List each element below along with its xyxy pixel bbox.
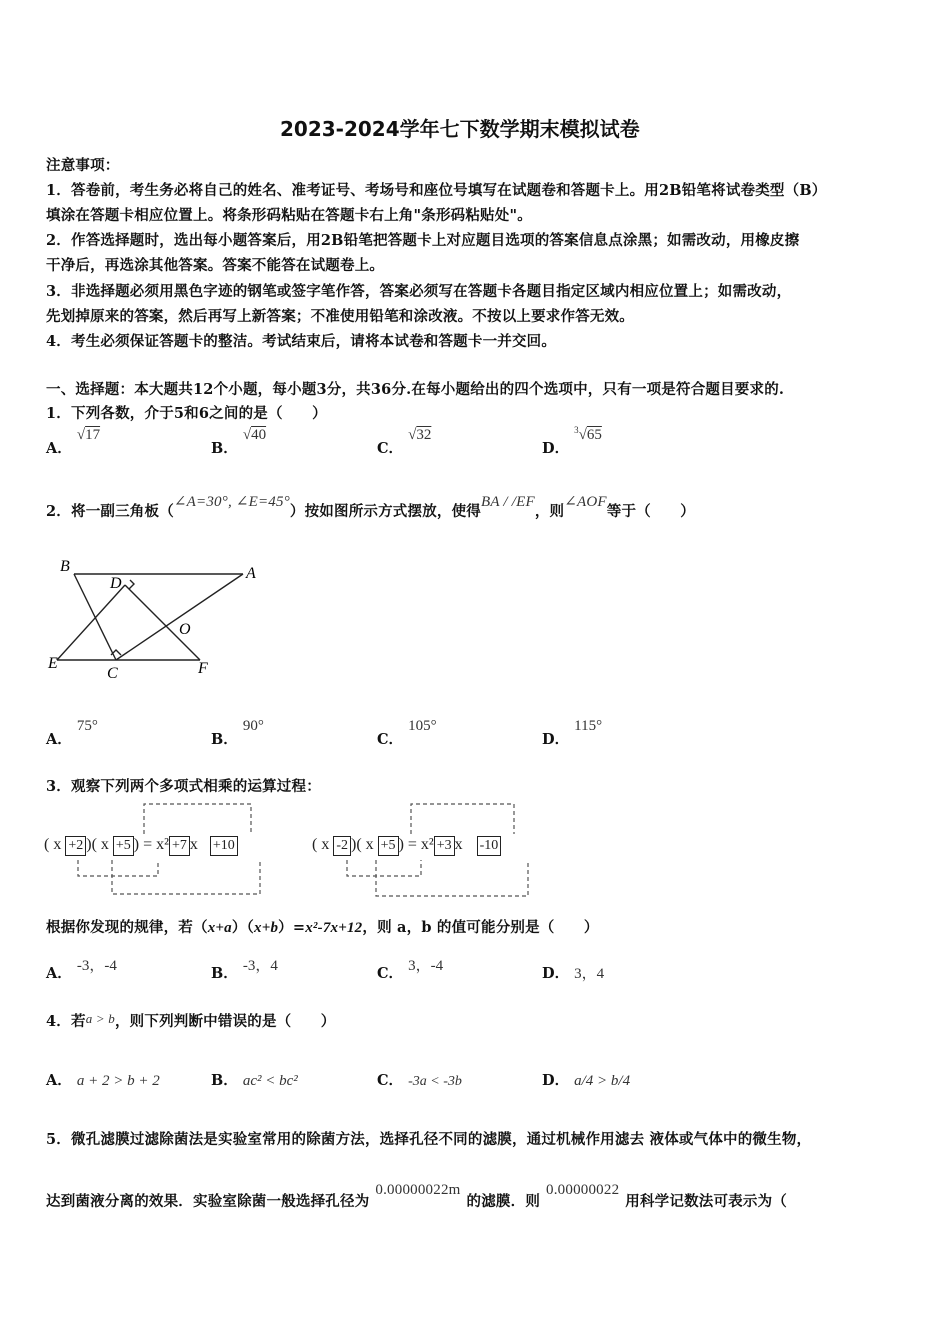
triangle-figure — [40, 550, 280, 690]
notice-line: 1．答卷前，考生务必将自己的姓名、准考证号、考场号和座位号填写在试题卷和答题卡上。用2B铅笔将试卷类型（B） — [46, 182, 827, 199]
angle-condition: ∠A=30°, ∠E=45° — [173, 494, 290, 510]
segment-ec — [57, 585, 125, 660]
q1-option-c[interactable]: C． √32 — [377, 427, 432, 457]
label-o: O — [179, 621, 191, 638]
option-label: C． — [377, 440, 404, 457]
q2-option-c[interactable] — [377, 718, 437, 749]
example-2-product: -10 — [477, 836, 502, 856]
notice-line: 3．非选择题必须用黑色字迹的钢笔或签字笔作答，答案必须写在答题卡各题目指定区域内相应位置上；如需改动， — [46, 283, 792, 300]
root-index: 3 — [574, 425, 579, 435]
option-value: 115° — [574, 718, 603, 734]
example-2: ( x -2 )( x +5 ) = x² +3 x -10 — [312, 836, 501, 856]
label-d: D — [110, 575, 122, 592]
right-angle-mark-d — [129, 580, 134, 589]
option-value: 3，-4 — [408, 958, 444, 974]
notice-line: 2．作答选择题时，选出每小题答案后，用2B铅笔把答题卡上对应题目选项的答案信息点涂黑；如需改动，用橡皮擦 — [46, 232, 800, 249]
pore-size: 0.00000022m — [375, 1182, 461, 1198]
option-label: C． — [377, 1072, 404, 1089]
label-b: B — [60, 558, 70, 575]
option-label: D． — [542, 1072, 570, 1089]
radicand: 32 — [416, 427, 432, 443]
notice-heading: 注意事项： — [46, 157, 120, 174]
q4-condition: a > b — [85, 1011, 115, 1026]
option-label: D． — [542, 440, 570, 457]
notice-line: 干净后，再选涂其他答案。答案不能答在试题卷上。 — [46, 257, 385, 274]
radicand: 40 — [251, 427, 267, 443]
question-5-line1: 5．微孔滤膜过滤除菌法是实验室常用的除菌方法，选择孔径不同的滤膜，通过机械作用滤去 液体或气体中的微生物， — [46, 1131, 812, 1148]
label-f: F — [198, 660, 208, 677]
q1-option-a[interactable]: A． √17 — [46, 427, 101, 457]
example-2-b: +5 — [378, 836, 399, 856]
q1-option-d[interactable]: D． $^3$√65 — [542, 425, 602, 457]
label-a: A — [246, 565, 256, 582]
option-value: -3，-4 — [76, 958, 117, 974]
q3-option-d[interactable] — [542, 962, 604, 983]
option-value: -3，4 — [242, 958, 278, 974]
question-5-line2: 达到菌液分离的效果．实验室除菌一般选择孔径为0.00000022m的滤膜．则0.00000022用科学记数法可表示为（ — [46, 1182, 787, 1210]
section-heading: 一、选择题：本大题共12个小题，每小题3分，共36分.在每小题给出的四个选项中，只有一项是符合题目要求的. — [46, 381, 785, 398]
option-value: 105° — [408, 718, 437, 734]
q3-option-a[interactable] — [46, 958, 117, 983]
option-label: B． — [211, 440, 238, 457]
option-value: 75° — [76, 718, 98, 734]
option-label: A． — [46, 1072, 72, 1089]
option-value: 3，4 — [574, 966, 605, 982]
option-label: B． — [211, 731, 238, 748]
q4-option-b[interactable] — [211, 1069, 298, 1090]
question-4-stem: 4．若a > b，则下列判断中错误的是（ ） — [46, 1011, 336, 1030]
option-value: 90° — [242, 718, 264, 734]
option-label: A． — [46, 731, 72, 748]
label-e: E — [48, 655, 58, 672]
option-label: B． — [211, 1072, 238, 1089]
option-label: B． — [211, 965, 238, 982]
decimal-number: 0.00000022 — [546, 1182, 620, 1198]
q2-option-d[interactable] — [542, 718, 603, 749]
label-c: C — [107, 665, 118, 682]
page-title: 2023-2024学年七下数学期末模拟试卷 — [280, 117, 640, 141]
example-1: ( x +2 )( x +5 ) = x² +7 x +10 — [44, 836, 238, 856]
radicand: 17 — [85, 427, 101, 443]
question-3-stem: 3．观察下列两个多项式相乘的运算过程： — [46, 778, 321, 795]
segment-ca — [116, 574, 243, 660]
option-value: a + 2 > b + 2 — [76, 1073, 160, 1089]
option-label: D． — [542, 731, 570, 748]
question-2-stem: 2．将一副三角板（∠A=30°, ∠E=45°）按如图所示方式摆放，使得BA / /EF，则∠AOF等于（ ） — [46, 494, 695, 520]
q4-option-a[interactable] — [46, 1069, 160, 1090]
q2-option-b[interactable] — [211, 718, 264, 749]
option-label: D． — [542, 965, 570, 982]
q3-option-c[interactable] — [377, 958, 444, 983]
notice-line: 先划掉原来的答案，然后再写上新答案；不准使用铅笔和涂改液。不按以上要求作答无效。 — [46, 308, 634, 325]
example-1-a: +2 — [65, 836, 86, 856]
q1-option-b[interactable]: B． √40 — [211, 427, 267, 457]
option-value: a/4 > b/4 — [574, 1073, 631, 1089]
q4-option-d[interactable] — [542, 1069, 630, 1090]
example-1-sum: +7 — [169, 836, 190, 856]
option-value: ac² < bc² — [242, 1073, 298, 1089]
example-1-product: +10 — [210, 836, 238, 856]
option-label: C． — [377, 731, 404, 748]
example-2-a: -2 — [333, 836, 351, 856]
notice-line: 4．考生必须保证答题卡的整洁。考试结束后，请将本试卷和答题卡一并交回。 — [46, 333, 557, 350]
question-3-rule: 根据你发现的规律，若（x+a）（x+b）=x²-7x+12，则 a，b 的值可能分别是（ ） — [46, 919, 599, 936]
notice-line: 填涂在答题卡相应位置上。将条形码粘贴在答题卡右上角"条形码粘贴处"。 — [46, 207, 532, 224]
q2-option-a[interactable] — [46, 718, 98, 749]
option-label: A． — [46, 440, 72, 457]
parallel-condition: BA / /EF — [481, 494, 535, 510]
example-2-sum: +3 — [434, 836, 455, 856]
target-angle: ∠AOF — [564, 494, 607, 510]
q3-option-b[interactable] — [211, 958, 278, 983]
question-1-stem: 1．下列各数，介于5和6之间的是（ ） — [46, 405, 327, 422]
q4-option-c[interactable] — [377, 1069, 462, 1090]
radicand: 65 — [586, 427, 602, 443]
option-label: A． — [46, 965, 72, 982]
option-label: C． — [377, 965, 404, 982]
example-1-b: +5 — [113, 836, 134, 856]
option-value: -3a < -3b — [408, 1074, 462, 1089]
